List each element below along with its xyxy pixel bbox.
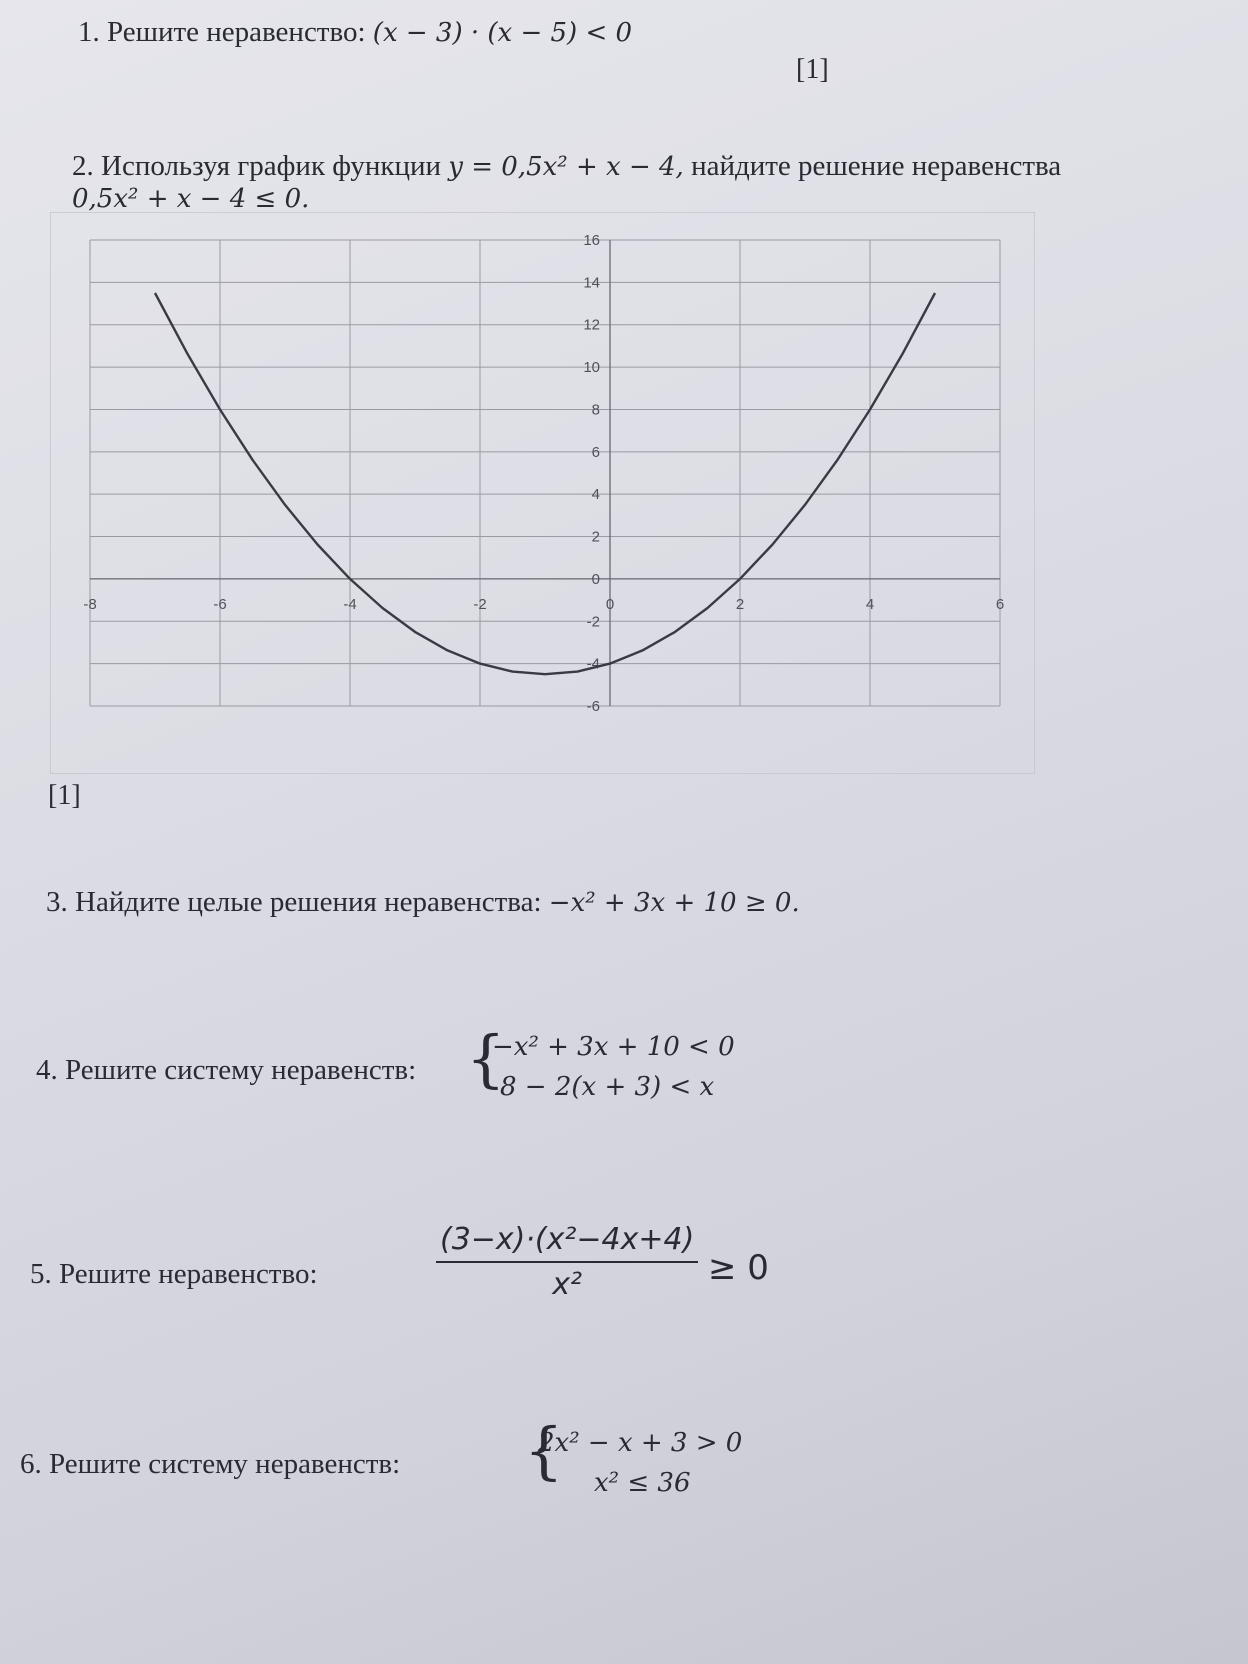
problem-1-text: Решите неравенство: <box>107 16 366 48</box>
x-tick-label-1: -6 <box>213 595 227 613</box>
y-tick-label-10: -4 <box>586 655 600 673</box>
problem-6 <box>20 1448 400 1481</box>
problem-6-line1: 2x² − x + 3 > 0 <box>538 1428 743 1458</box>
x-tick-label-3: -2 <box>473 595 487 613</box>
chart-svg <box>50 212 1035 774</box>
problem-4-line1: −x² + 3x + 10 < 0 <box>492 1032 735 1062</box>
x-tick-label-5: 2 <box>735 595 745 613</box>
x-tick-label-6: 4 <box>865 595 875 613</box>
y-tick-label-3: 10 <box>583 359 600 377</box>
problem-5-text: Решите неравенство: <box>59 1258 318 1290</box>
problem-5 <box>30 1258 318 1291</box>
problem-2-function: y = 0,5x² + x − 4, <box>448 152 684 182</box>
problem-2-text: Используя график функции <box>101 150 442 182</box>
problem-2-text2: найдите решение неравенства <box>691 150 1062 182</box>
y-tick-label-0: 16 <box>583 232 600 249</box>
problem-5-denominator: x² <box>552 1267 583 1302</box>
problem-3 <box>46 886 800 919</box>
y-tick-label-7: 2 <box>591 528 600 546</box>
problem-1-number: 1. <box>78 16 100 48</box>
x-tick-label-0: -8 <box>83 595 97 613</box>
problem-6-brace: { <box>524 1414 564 1487</box>
problem-6-number: 6. <box>20 1448 42 1480</box>
problem-4-line2: 8 − 2(x + 3) < x <box>500 1072 715 1102</box>
parabola-chart <box>50 212 1035 774</box>
problem-2-line2 <box>72 182 309 215</box>
y-tick-label-4: 8 <box>591 401 600 419</box>
problem-5-numerator: (3−x)·(x²−4x+4) <box>436 1222 698 1263</box>
problem-2-mark: [1] <box>48 780 81 811</box>
problem-2-number: 2. <box>72 150 94 182</box>
y-tick-label-1: 14 <box>583 274 600 292</box>
problem-4-number: 4. <box>36 1054 58 1086</box>
problem-4-text: Решите систему неравенств: <box>65 1054 417 1086</box>
chart-frame <box>50 212 1035 774</box>
problem-3-number: 3. <box>46 886 68 918</box>
problem-6-text: Решите систему неравенств: <box>49 1448 401 1480</box>
y-tick-label-11: -6 <box>586 698 600 715</box>
problem-4-brace: { <box>466 1022 506 1095</box>
problem-5-rhs: ≥ 0 <box>708 1248 769 1288</box>
problem-4 <box>36 1054 416 1087</box>
y-tick-label-8: 0 <box>591 570 600 588</box>
x-tick-label-7: 6 <box>995 595 1005 613</box>
x-tick-label-4: 0 <box>605 595 615 613</box>
parabola-line <box>155 293 935 674</box>
problem-1 <box>78 16 632 49</box>
problem-6-line2: x² ≤ 36 <box>594 1468 691 1498</box>
problem-2-inequality: 0,5x² + x − 4 ≤ 0. <box>72 184 310 214</box>
problem-2-line1 <box>72 150 1061 183</box>
problem-3-text: Найдите целые решения неравенства: <box>75 886 542 918</box>
y-tick-label-5: 6 <box>591 443 600 461</box>
y-tick-label-6: 4 <box>591 486 600 504</box>
x-tick-label-2: -4 <box>343 595 357 613</box>
y-tick-label-2: 12 <box>583 316 600 334</box>
problem-1-mark: [1] <box>796 54 829 85</box>
problem-1-math: (x − 3) · (x − 5) < 0 <box>372 18 633 48</box>
problem-5-number: 5. <box>30 1258 52 1290</box>
y-tick-label-9: -2 <box>586 613 600 631</box>
problem-5-fraction <box>436 1222 698 1302</box>
problem-3-math: −x² + 3x + 10 ≥ 0. <box>548 888 800 918</box>
